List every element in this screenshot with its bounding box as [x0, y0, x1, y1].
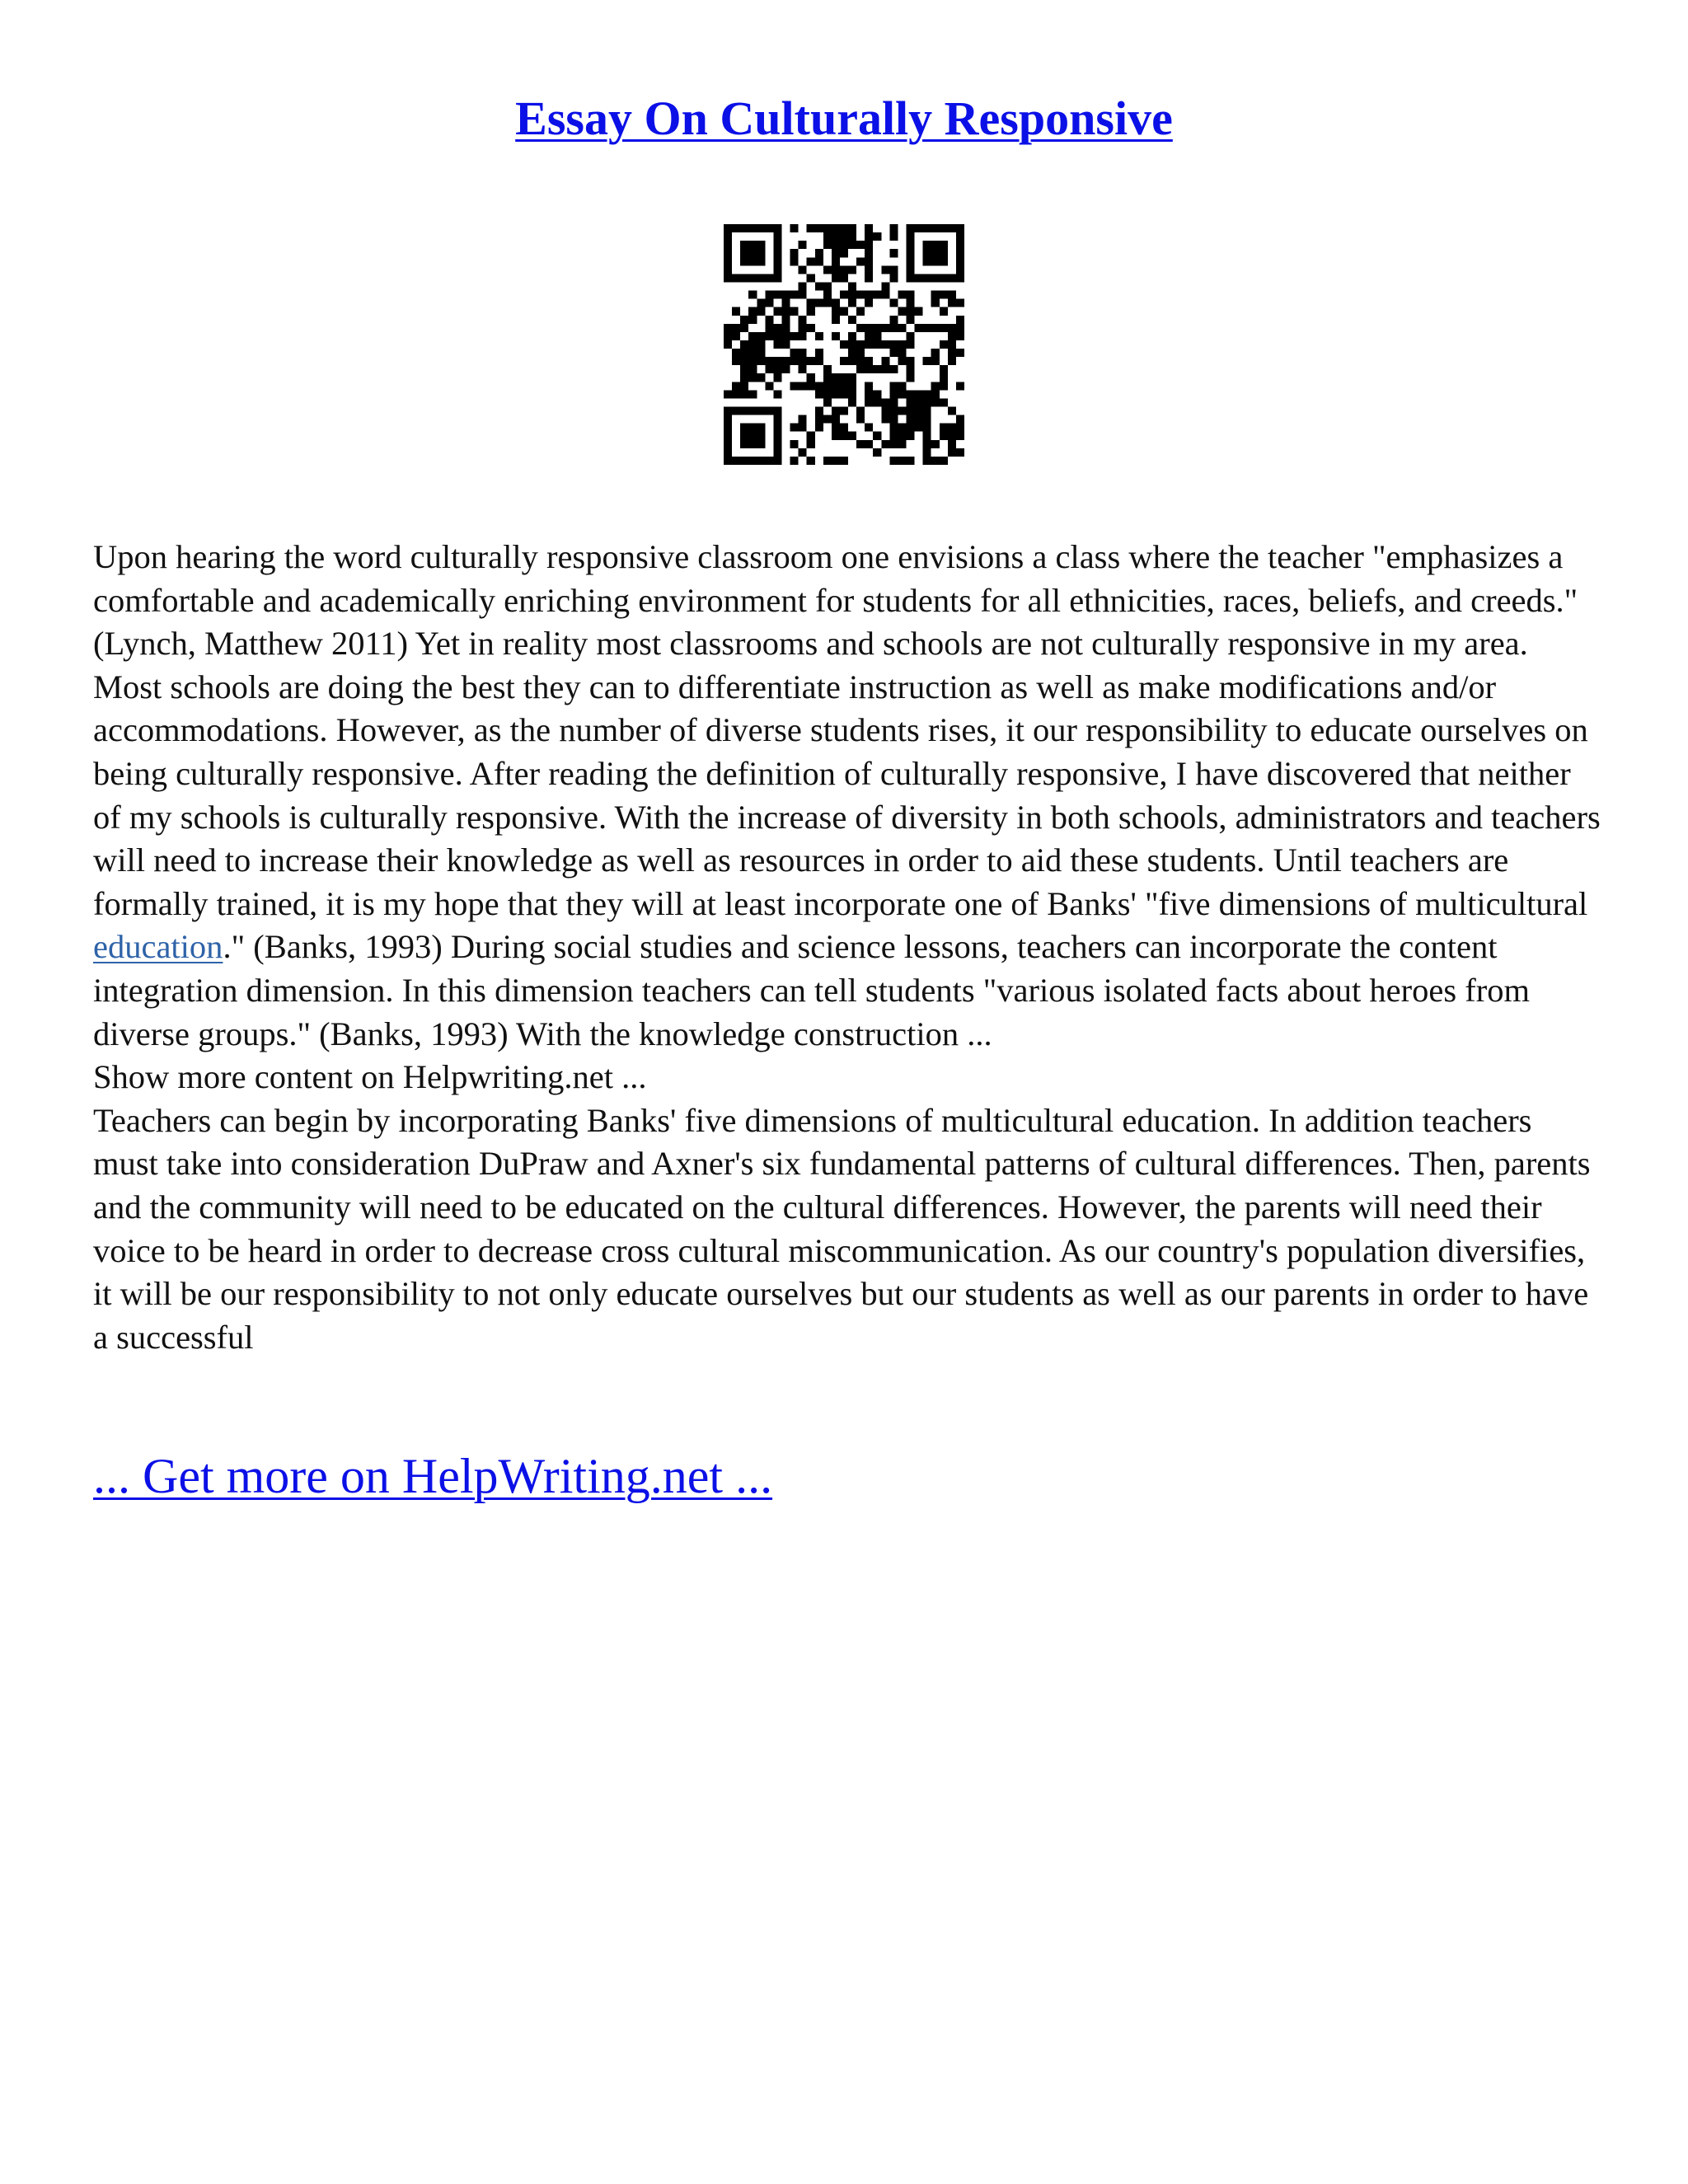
title-link[interactable]: Essay On Culturally Responsive	[515, 91, 1173, 145]
paragraph-2: Teachers can begin by incorporating Banks' five dimensions of multicultural education. In addition teachers must take into consideration DuPraw and Axner's six fundamental patterns of cultural differences. Then, parents and the community will need to be educated on the cultural differences. However, the parents will need their voice to be heard in order to decrease cross cultural miscommunication. As our country's population diversifies, it will be our responsibility to not only educate ourselves but our students as well as our parents in order to have a successful	[93, 1101, 1591, 1356]
paragraph-1	[93, 536, 1601, 1056]
get-more-link-wrapper	[93, 1446, 772, 1506]
qr-code-icon	[724, 224, 964, 465]
get-more-link[interactable]: ... Get more on HelpWriting.net ...	[93, 1449, 773, 1503]
show-more-text: Show more content on Helpwriting.net ...	[93, 1058, 647, 1096]
paragraph-1-text-after-link: ." (Banks, 1993) During social studies and science lessons, teachers can incorporate the content integration dimension. In this dimension teachers can tell students "various isolated facts about heroes from diverse groups." (Banks, 1993) With the knowledge construction ...	[93, 928, 1530, 1052]
paragraph-1-text-before-link: Upon hearing the word culturally responsive classroom one envisions a class where the teacher "emphasizes a comfortable and academically enriching environment for students for all ethnicities, races, beliefs, and creeds." (Lynch, Matthew 2011) Yet in reality most classrooms and schools are not culturally responsive in my area. Most schools are doing the best they can to differentiate instruction as well as make modifications and/or accommodations. However, as the number of diverse students rises, it our responsibility to educate ourselves on being culturally responsive. After reading the definition of culturally responsive, I have discovered that neither of my schools is culturally responsive. With the increase of diversity in both schools, administrators and teachers will need to increase their knowledge as well as resources in order to aid these students. Until teachers are formally trained, it is my hope that they will at least incorporate one of Banks' "five dimensions of multicultural	[93, 538, 1601, 922]
essay-body	[93, 536, 1601, 1359]
education-link[interactable]: education	[93, 928, 223, 966]
page-title	[0, 89, 1688, 148]
